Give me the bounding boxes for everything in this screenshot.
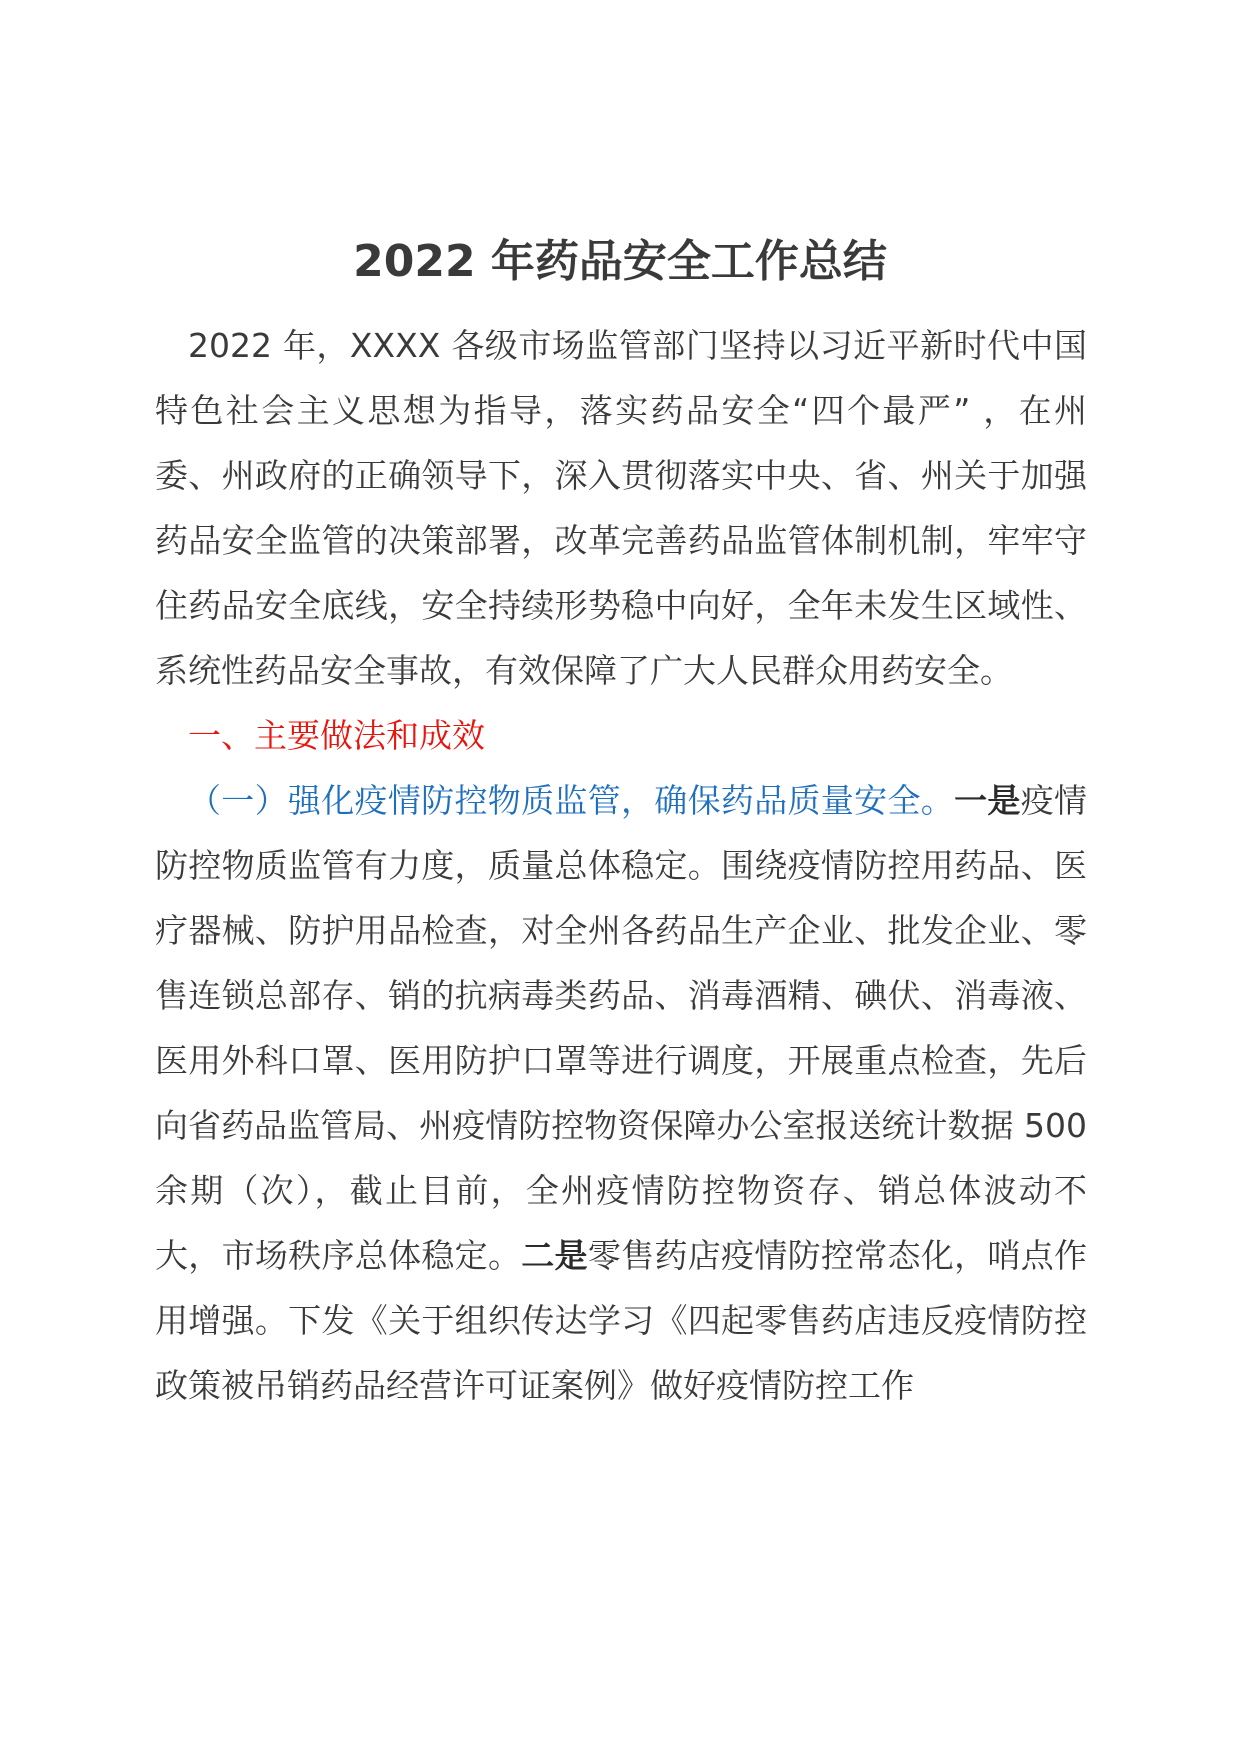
point-1-text: 疫情防控物质监管有力度，质量总体稳定。围绕疫情防控用药品、医疗器械、防护用品检查，对全州各药品生产企业、批发企业、零售连锁总部存、销的抗病毒类药品、消毒酒精、碘伏、消毒液、医用外科口罩、医用防护口罩等进行调度，开展重点检查，先后向省药品监管局、州疫情防控物资保障办公室报送统计数据 500 余期（次），截止目前，全州疫情防控物资存、销总体波动不大，市场秩序总体稳定。	[155, 781, 1088, 1275]
document-body	[155, 313, 1087, 1418]
point-2-marker: 二是	[521, 1236, 588, 1275]
point-2-text: 零售药店疫情防控常态化，哨点作用增强。下发《关于组织传达学习《四起零售药店违反疫情防控政策被吊销药品经营许可证案例》做好疫情防控工作	[155, 1236, 1088, 1405]
section-heading: 一、主要做法和成效	[188, 716, 485, 755]
subsection-paragraph	[155, 768, 1087, 1418]
document-title: 2022 年药品安全工作总结	[353, 236, 887, 287]
intro-paragraph: 2022 年，XXXX 各级市场监管部门坚持以习近平新时代中国特色社会主义思想为指导，落实药品安全“四个最严” ，在州委、州政府的正确领导下，深入贯彻落实中央、省、州关于加强药品安全监管的决策部署，改革完善药品监管体制机制，牢牢守住药品安全底线，安全持续形势稳中向好，全年未发生区域性、系统性药品安全事故，有效保障了广大人民群众用药安全。	[155, 326, 1087, 690]
subsection-heading: （一）强化疫情防控物质监管，确保药品质量安全。	[188, 781, 955, 820]
point-1-marker: 一是	[954, 781, 1021, 820]
